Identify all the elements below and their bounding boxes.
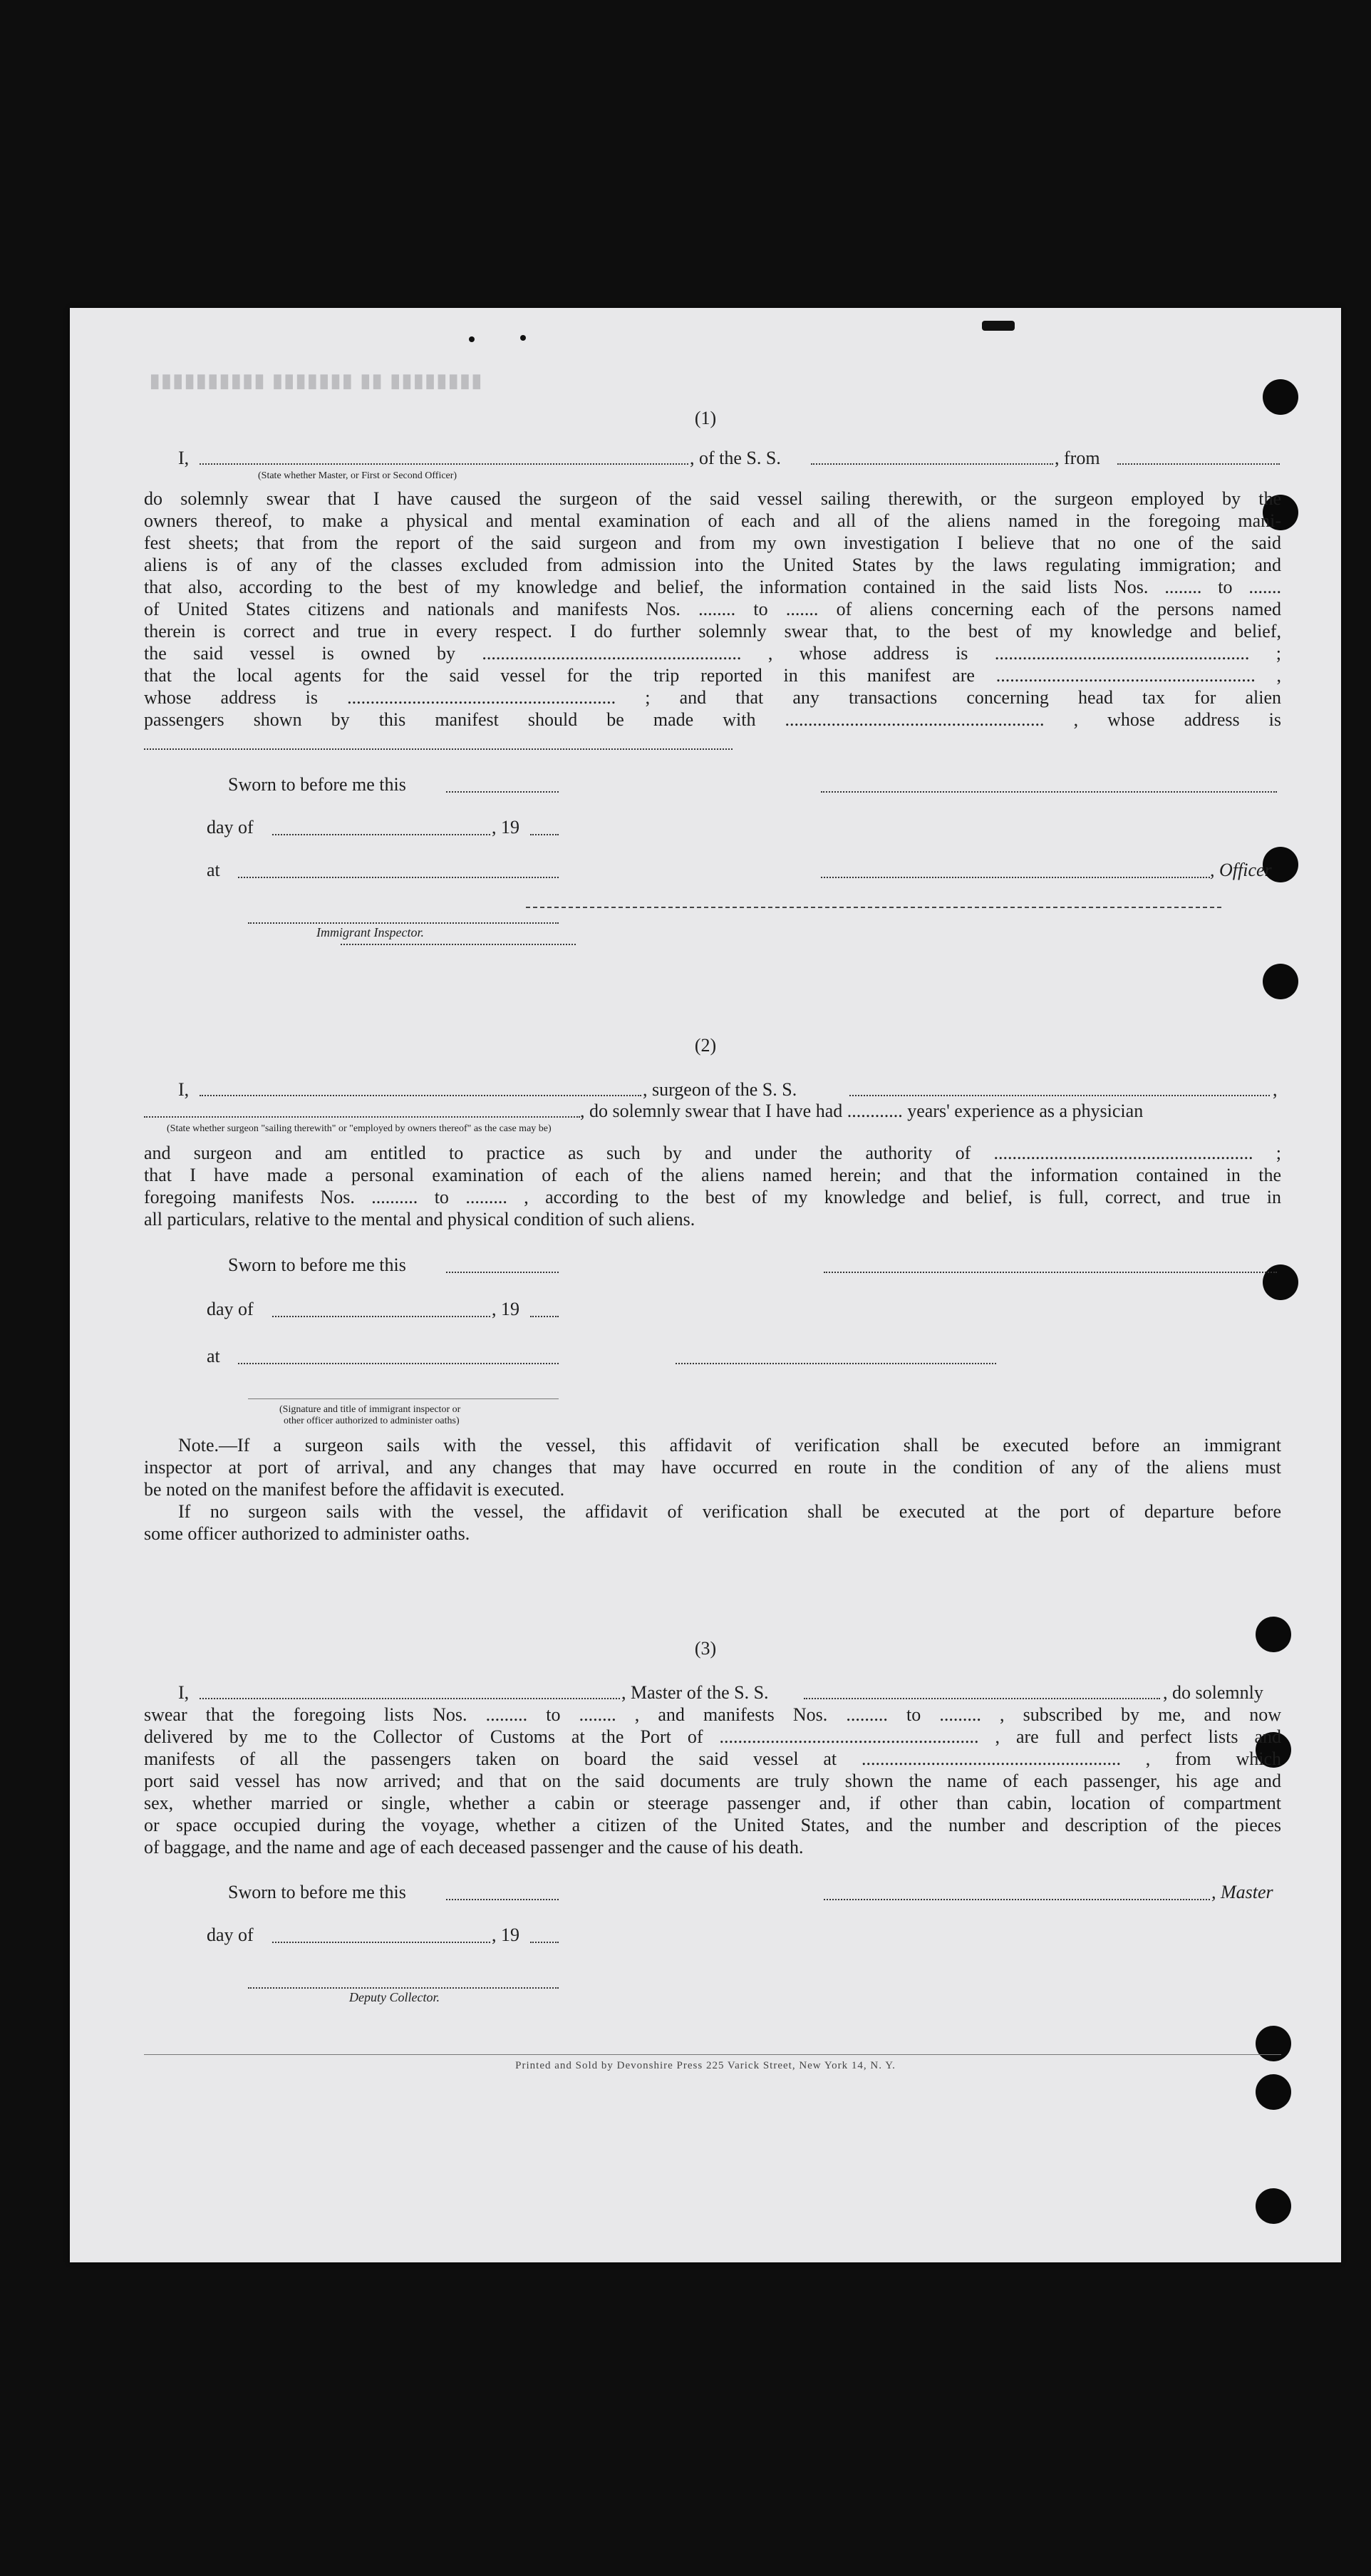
s1-officer-field[interactable] [821, 877, 1210, 878]
s1-day-label: day of [207, 817, 254, 838]
s2-year-label: , 19 [492, 1299, 519, 1319]
s1-year-label: , 19 [492, 817, 519, 838]
s1-body-line: fest sheets; that from the report of the said surgeon and from my own investigation I believe that no one of the said [144, 532, 1281, 553]
s2-ship-label: , surgeon of the S. S. [643, 1079, 797, 1100]
s3-day-label: day of [207, 1925, 254, 1945]
s1-divider [526, 907, 1221, 908]
s3-body-line: of baggage, and the name and age of each deceased passenger and the cause of his death. [144, 1837, 804, 1858]
s1-ship-field[interactable] [811, 463, 1053, 465]
s1-from-field[interactable] [1117, 463, 1280, 465]
section-2-number: (2) [694, 1035, 717, 1056]
s1-body-line: the said vessel is owned by ........................................................ , whose address is ....................................................... ; [144, 643, 1281, 664]
s2-experience-line: , do solemnly swear that I have had ............ years' experience as a physician [580, 1101, 1144, 1121]
s2-signature-field[interactable] [824, 1272, 1277, 1273]
s1-sworn-label: Sworn to before me this [228, 774, 406, 795]
s3-body-line: sex, whether married or single, whether a cabin or steerage passenger and, if other than cabin, location of compartment [144, 1793, 1281, 1813]
s1-body-line: passengers shown by this manifest should be made with ........................................................ , whose address is [144, 709, 1281, 730]
s1-body-line: therein is correct and true in every respect. I do further solemnly swear that, to the best of my knowledge and belief, [144, 621, 1281, 642]
s1-inspector-label: Immigrant Inspector. [316, 925, 424, 939]
s1-inspector-underline [341, 944, 576, 945]
s2-extra-field [676, 1363, 996, 1364]
s3-body-line: delivered by me to the Collector of Customs at the Port of ........................................................ , are full and perfect lists and [144, 1726, 1281, 1747]
s3-body-line: swear that the foregoing lists Nos. ......... to ........ , and manifests Nos. ......... to ......... , subscribed by me, and now [144, 1704, 1281, 1725]
punch-hole [1256, 2188, 1291, 2224]
s2-sworn-label: Sworn to before me this [228, 1254, 406, 1275]
s1-body-line: whose address is .......................................................... ; and that any transactions concerning head tax for alien [144, 687, 1281, 708]
s1-caption: (State whether Master, or First or Second Officer) [258, 470, 457, 481]
s3-name-field[interactable] [200, 1698, 620, 1699]
s1-name-field[interactable] [200, 463, 688, 465]
s2-note-line: some officer authorized to administer oaths. [144, 1523, 470, 1544]
s1-address-field[interactable] [144, 748, 733, 750]
s1-inspector-field[interactable] [248, 922, 559, 924]
punch-hole [1263, 964, 1298, 999]
s1-body-line: owners thereof, to make a physical and mental examination of each and all of the aliens named in the foregoing mani- [144, 510, 1281, 531]
s1-body-line: of United States citizens and nationals and manifests Nos. ........ to ....... of aliens concerning each of the persons named [144, 599, 1281, 619]
bleed-through: ▮▮▮▮▮▮▮▮ ▮▮ ▮▮▮▮▮▮▮ ▮▮▮▮▮▮▮▮▮▮ [148, 373, 482, 394]
form-page [70, 308, 1341, 2262]
s1-body-line: do solemnly swear that I have caused the surgeon of the said vessel sailing therewith, or the surgeon employed by the [144, 488, 1281, 509]
s3-day-field[interactable] [272, 1942, 490, 1943]
s2-i-label: I, [178, 1079, 190, 1100]
s2-body-line: and surgeon and am entitled to practice as such by and under the authority of ........................................................ ; [144, 1143, 1281, 1163]
s2-name-field[interactable] [200, 1095, 641, 1096]
s1-body-line: that also, according to the best of my knowledge and belief, the information contained in the said lists Nos. ........ to ....... [144, 577, 1281, 597]
s2-at-field[interactable] [238, 1363, 559, 1364]
s3-ship-label: , Master of the S. S. [621, 1682, 769, 1703]
s1-ship-label: , of the S. S. [690, 448, 781, 468]
punch-hole [1263, 1264, 1298, 1300]
s1-signature-field[interactable] [821, 791, 1277, 793]
s3-body-line: port said vessel has now arrived; and that on the said documents are truly shown the name of each passenger, his age and [144, 1771, 1281, 1791]
ink-speck [469, 336, 475, 342]
s2-capacity-field[interactable] [144, 1116, 580, 1118]
s1-officer-label: , Officer [1210, 860, 1272, 880]
s3-solemnly-label: , do solemnly [1163, 1682, 1263, 1703]
s3-i-label: I, [178, 1682, 190, 1703]
s1-day-field[interactable] [272, 834, 490, 835]
s3-sworn-field[interactable] [446, 1899, 559, 1900]
s1-body-line: aliens is of any of the classes excluded from admission into the United States by the laws regulating immigration; and [144, 555, 1281, 575]
s2-note-line: Note.—If a surgeon sails with the vessel, this affidavit of verification shall be executed before an immigrant [178, 1435, 1281, 1456]
s3-ship-field[interactable] [804, 1698, 1160, 1699]
s3-collector-field[interactable] [248, 1987, 559, 1989]
s2-sig-caption-1: (Signature and title of immigrant inspector or [279, 1404, 461, 1415]
s3-sworn-label: Sworn to before me this [228, 1882, 406, 1902]
s2-note-line: If no surgeon sails with the vessel, the affidavit of verification shall be executed at the port of departure before [178, 1501, 1281, 1522]
ink-speck [520, 335, 526, 341]
s2-note-line: be noted on the manifest before the affidavit is executed. [144, 1479, 565, 1500]
s3-signature-field[interactable] [824, 1899, 1210, 1900]
s2-ship-field[interactable] [849, 1095, 1270, 1096]
s2-day-field[interactable] [272, 1316, 490, 1317]
section-3-number: (3) [694, 1638, 717, 1659]
ink-smudge [982, 321, 1015, 331]
s1-year-field[interactable] [530, 834, 559, 835]
s3-year-label: , 19 [492, 1925, 519, 1945]
s1-body-line: that the local agents for the said vessel for the trip reported in this manifest are ........................................................ , [144, 665, 1281, 686]
s1-at-label: at [207, 860, 220, 880]
s2-body-line: foregoing manifests Nos. .......... to ......... , according to the best of my knowledge and belief, is full, correct, and true in [144, 1187, 1281, 1207]
s1-from-label: , from [1055, 448, 1100, 468]
s2-sig-caption-2: other officer authorized to administer oaths) [284, 1416, 460, 1426]
section-1-number: (1) [694, 408, 717, 428]
s3-collector-label: Deputy Collector. [349, 1990, 440, 2004]
s2-at-label: at [207, 1346, 220, 1366]
s3-year-field[interactable] [530, 1942, 559, 1943]
s2-body-line: that I have made a personal examination of each of the aliens named herein; and that the information contained in the [144, 1165, 1281, 1185]
printer-footer: Printed and Sold by Devonshire Press 225 Varick Street, New York 14, N. Y. [515, 2060, 896, 2071]
s2-year-field[interactable] [530, 1316, 559, 1317]
s1-at-field[interactable] [238, 877, 559, 878]
s3-master-label: , Master [1211, 1882, 1273, 1902]
s2-body-line: all particulars, relative to the mental and physical condition of such aliens. [144, 1209, 695, 1230]
s2-note-line: inspector at port of arrival, and any changes that may have occurred en route in the condition of any of the aliens must [144, 1457, 1281, 1478]
s1-sworn-field[interactable] [446, 791, 559, 793]
punch-hole [1256, 2026, 1291, 2061]
s2-sworn-field[interactable] [446, 1272, 559, 1273]
s2-day-label: day of [207, 1299, 254, 1319]
s2-caption: (State whether surgeon "sailing therewith" or "employed by owners thereof" as the case may be) [167, 1123, 552, 1134]
s2-comma: , [1273, 1079, 1278, 1100]
punch-hole [1256, 2074, 1291, 2110]
s1-i-label: I, [178, 448, 190, 468]
s3-body-line: manifests of all the passengers taken on board the said vessel at ........................................................ , from which [144, 1748, 1281, 1769]
footer-rule [144, 2054, 1281, 2055]
s2-inspector-signature-line[interactable] [248, 1398, 559, 1399]
s3-body-line: or space occupied during the voyage, whether a citizen of the United States, and the number and description of the pieces [144, 1815, 1281, 1835]
